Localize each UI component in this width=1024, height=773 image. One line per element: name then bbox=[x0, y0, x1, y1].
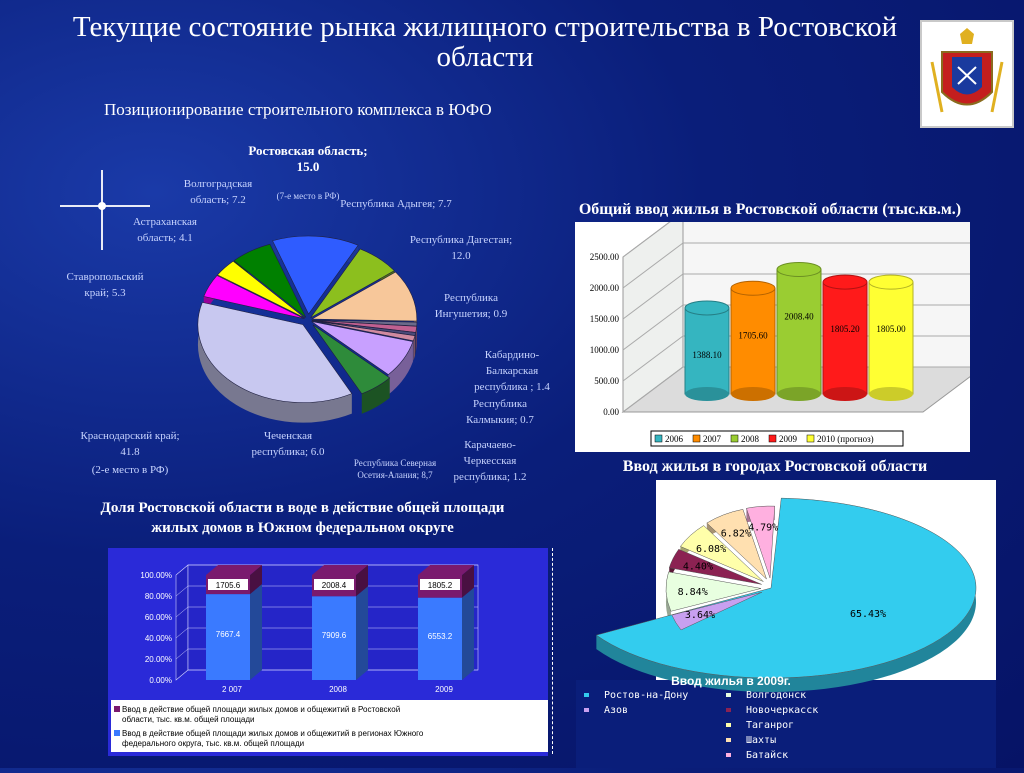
bar2-label-region: 6553.2 bbox=[428, 632, 453, 641]
bar1-legend-swatch bbox=[731, 435, 738, 442]
bar1-bar-bottom bbox=[777, 387, 821, 401]
bar1-bar-2008 bbox=[777, 269, 821, 394]
cities-chart-title: Ввод жилья в городах Ростовской области bbox=[575, 458, 975, 476]
pie2-label-Таганрог: 6.08% bbox=[696, 544, 726, 555]
bar2-label-rostov: 1805.2 bbox=[428, 581, 453, 590]
bar2-xtick: 2 007 bbox=[222, 685, 243, 694]
bar1-legend-swatch bbox=[769, 435, 776, 442]
pie2-legend-swatch bbox=[726, 753, 731, 757]
section-subtitle: Позиционирование строительного комплекса в ЮФО bbox=[104, 100, 492, 120]
pie2-legend-label: Батайск bbox=[746, 749, 788, 761]
pie2-legend-swatch bbox=[584, 708, 589, 712]
pie1-label-kchr: Карачаево-Черкесская республика; 1.2 bbox=[440, 437, 540, 485]
yufo-pie-chart bbox=[190, 225, 430, 425]
bar1-bar-bottom bbox=[731, 387, 775, 401]
bar1-ytick: 1000.00 bbox=[590, 345, 620, 355]
cities-chart-panel bbox=[576, 480, 996, 768]
pie2-label-Волгодонск: 8.84% bbox=[678, 587, 708, 598]
pie1-label-adygea: Республика Адыгея; 7.7 bbox=[336, 196, 456, 212]
bar1-ytick: 2000.00 bbox=[590, 283, 620, 293]
pie1-label-kbr: Кабардино-Балкарская республика ; 1.4 bbox=[462, 347, 562, 395]
bar1-bar-2010 (прогноз) bbox=[869, 282, 913, 394]
bar1-ytick: 1500.00 bbox=[590, 314, 620, 324]
housing-total-chart-panel bbox=[575, 222, 970, 452]
bar2-bar-region-side bbox=[462, 588, 474, 680]
bar2-label-region: 7667.4 bbox=[216, 630, 241, 639]
bar2-label-region: 7909.6 bbox=[322, 631, 347, 640]
bar2-label-rostov: 1705.6 bbox=[216, 581, 241, 590]
pie2-legend-label: Ростов-на-Дону bbox=[604, 690, 688, 701]
bar2-ytick: 40.00% bbox=[145, 634, 172, 643]
bar2-label-rostov: 2008.4 bbox=[322, 581, 347, 590]
bar2-side-wall bbox=[176, 565, 188, 680]
bar1-legend-label: 2007 bbox=[703, 434, 722, 444]
bar1-bar-top bbox=[823, 275, 867, 289]
pie2-legend-label: Волгодонск bbox=[746, 690, 806, 701]
pie2-label-Шахты: 6.82% bbox=[721, 529, 751, 540]
bar2-legend-swatch bbox=[114, 706, 120, 712]
bar1-legend-label: 2009 bbox=[779, 434, 798, 444]
bar1-value-label: 1388.10 bbox=[692, 350, 722, 360]
bar1-bar-top bbox=[869, 275, 913, 289]
bar1-bar-top bbox=[685, 301, 729, 315]
bar2-ytick: 60.00% bbox=[145, 613, 172, 622]
pie1-note-rostov: (7-е место в РФ) bbox=[248, 188, 368, 204]
pie2-label-Азов: 3.64% bbox=[685, 610, 715, 621]
bar2-legend-swatch bbox=[114, 730, 120, 736]
bar1-bar-top bbox=[777, 262, 821, 276]
pie2-legend-swatch bbox=[726, 723, 731, 727]
bar2-xtick: 2008 bbox=[329, 685, 347, 694]
pie1-note-krasnodar: (2-е место в РФ) bbox=[80, 462, 180, 478]
pie1-label-kalmykia: Республика Калмыкия; 0.7 bbox=[450, 396, 550, 428]
bar2-bar-region-side bbox=[250, 584, 262, 680]
bar2-ytick: 20.00% bbox=[145, 655, 172, 664]
bar2-ytick: 100.00% bbox=[140, 571, 172, 580]
pie2-legend-label: Новочеркасск bbox=[746, 705, 818, 716]
bar2-legend-label: Ввод в действие общей площади жилых домов и общежитий в Ростовской области, тыс. кв.м. общей площади bbox=[122, 705, 400, 724]
bar1-legend-label: 2006 bbox=[665, 434, 684, 444]
bar1-value-label: 1705.60 bbox=[738, 330, 768, 340]
bar1-value-label: 2008.40 bbox=[784, 311, 814, 321]
bar2-ytick: 80.00% bbox=[145, 592, 172, 601]
rostov-oblast-coat-of-arms-icon bbox=[920, 20, 1014, 128]
share-chart-title: Доля Ростовской области в воде в действие общей площади жилых домов в Южном федеральном округе bbox=[80, 498, 525, 538]
bar1-legend bbox=[651, 431, 903, 446]
pie2-legend-swatch bbox=[726, 693, 731, 697]
bar1-value-label: 1805.00 bbox=[876, 324, 906, 334]
bar1-legend-label: 2010 (прогноз) bbox=[817, 434, 874, 444]
panel-divider bbox=[552, 548, 557, 754]
pie1-label-volgograd: Волгоградская область; 7.2 bbox=[168, 176, 268, 208]
bar2-ytick: 0.00% bbox=[149, 676, 172, 685]
bar1-ytick: 2500.00 bbox=[590, 252, 620, 262]
bar1-ytick: 0.00 bbox=[603, 407, 619, 417]
pie2-label-Батайск: 4.79% bbox=[748, 522, 778, 533]
pie2-legend-label: Шахты bbox=[746, 735, 776, 746]
bar1-bar-2009 bbox=[823, 282, 867, 394]
pie1-label-chechnya: Чеченская республика; 6.0 bbox=[238, 428, 338, 460]
bar1-bar-2007 bbox=[731, 288, 775, 394]
share-chart-panel bbox=[108, 548, 548, 756]
pie1-label-osetia: Республика Северная Осетия-Алания; 8,7 bbox=[345, 457, 445, 481]
pie1-label-ingushetia: Республика Ингушетия; 0.9 bbox=[416, 290, 526, 322]
pie2-legend-swatch bbox=[726, 708, 731, 712]
pie1-label-krasnodar: Краснодарский край; 41.8 bbox=[80, 428, 180, 460]
page-title: Текущие состояние рынка жилищного строительства в Ростовской области bbox=[60, 12, 910, 72]
bar1-legend-swatch bbox=[693, 435, 700, 442]
bar1-value-label: 1805.20 bbox=[830, 324, 860, 334]
pie2-label-Ростов-на-Дону: 65.43% bbox=[850, 609, 886, 620]
housing-total-chart-title: Общий ввод жилья в Ростовской области (тыс.кв.м.) bbox=[520, 201, 1020, 219]
bar1-legend-swatch bbox=[807, 435, 814, 442]
pie1-label-rostov: Ростовская область; 15.0 bbox=[248, 143, 368, 175]
bar1-bar-top bbox=[731, 281, 775, 295]
pie2-legend-swatch bbox=[584, 693, 589, 697]
bar1-legend-swatch bbox=[655, 435, 662, 442]
bar1-bar-bottom bbox=[869, 387, 913, 401]
pie1-label-dagestan: Республика Дагестан; 12.0 bbox=[406, 232, 516, 264]
bar2-legend-label: Ввод в действие общей площади жилых домов и общежитий в регионах Южного федерального округа, тыс. кв.м. общей площади bbox=[122, 729, 424, 748]
bar1-legend-label: 2008 bbox=[741, 434, 760, 444]
bar2-xtick: 2009 bbox=[435, 685, 453, 694]
bar2-bar-region-side bbox=[356, 586, 368, 680]
pie2-legend-label: Азов bbox=[604, 705, 628, 716]
bar1-bar-bottom bbox=[685, 387, 729, 401]
pie1-label-stavropol: Ставропольский край; 5.3 bbox=[55, 269, 155, 301]
pie2-label-Новочеркасск: 4.40% bbox=[683, 562, 713, 573]
pie1-label-astrakhan: Астраханская область; 4.1 bbox=[115, 214, 215, 246]
bar1-ytick: 500.00 bbox=[594, 376, 619, 386]
pie2-legend-swatch bbox=[726, 738, 731, 742]
bar1-bar-bottom bbox=[823, 387, 867, 401]
pie2-inner-title: Ввод жилья в 2009г. bbox=[671, 674, 791, 688]
pie2-legend-label: Таганрог bbox=[746, 720, 794, 731]
